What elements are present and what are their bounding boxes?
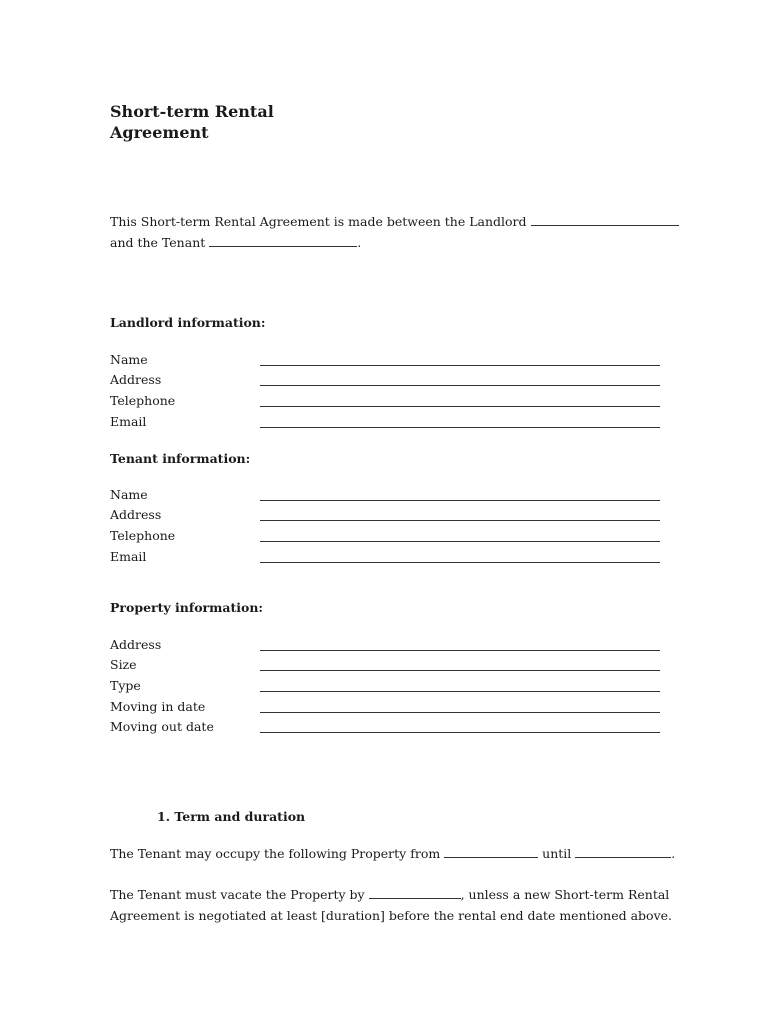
moving-in-date-row: [110, 699, 660, 719]
intro-paragraph: [110, 212, 679, 253]
field-label: Type: [110, 678, 141, 693]
tenant-name-blank[interactable]: [209, 235, 357, 247]
landlord-name-blank[interactable]: [531, 214, 679, 226]
landlord-email-row: [110, 414, 660, 434]
tenant-name-field[interactable]: [260, 500, 660, 501]
title-line-2: Agreement: [110, 123, 209, 142]
occupy-until-blank[interactable]: [575, 846, 671, 858]
term-para1-period: .: [671, 846, 676, 861]
moving-in-date-field[interactable]: [260, 712, 660, 713]
landlord-email-field[interactable]: [260, 427, 660, 428]
field-label: Address: [110, 637, 162, 652]
moving-out-date-row: [110, 719, 660, 739]
field-label: Telephone: [110, 393, 176, 408]
intro-line-1: This Short-term Rental Agreement is made between the Landlord: [110, 214, 531, 229]
occupy-from-blank[interactable]: [444, 846, 538, 858]
tenant-address-row: [110, 507, 660, 527]
landlord-name-field[interactable]: [260, 365, 660, 366]
term-para1-text-a: The Tenant may occupy the following Property from: [110, 846, 445, 861]
moving-out-date-field[interactable]: [260, 732, 660, 733]
landlord-telephone-row: [110, 393, 660, 413]
field-label: Address: [110, 507, 162, 522]
tenant-address-field[interactable]: [260, 520, 660, 521]
landlord-telephone-field[interactable]: [260, 406, 660, 407]
field-label: Moving in date: [110, 699, 206, 714]
field-label: Address: [110, 372, 162, 387]
property-section-heading: Property information:: [110, 600, 264, 615]
landlord-name-row: [110, 352, 660, 372]
landlord-address-row: [110, 372, 660, 392]
term-para2-line-2: Agreement is negotiated at least [duration] before the rental end date mentioned above.: [110, 907, 673, 923]
field-label: Name: [110, 352, 148, 367]
landlord-address-field[interactable]: [260, 385, 660, 386]
intro-line-2: and the Tenant: [110, 234, 210, 250]
tenant-telephone-row: [110, 528, 660, 548]
tenant-section-heading: Tenant information:: [110, 451, 251, 466]
property-size-row: [110, 657, 660, 677]
document-title: [110, 101, 410, 143]
term-para2-text-a: The Tenant must vacate the Property by: [110, 887, 369, 902]
property-type-field[interactable]: [260, 691, 660, 692]
property-address-row: [110, 637, 660, 657]
tenant-email-row: [110, 549, 660, 569]
tenant-name-row: [110, 487, 660, 507]
property-type-row: [110, 678, 660, 698]
landlord-section-heading: Landlord information:: [110, 315, 266, 330]
field-label: Name: [110, 487, 148, 502]
tenant-telephone-field[interactable]: [260, 541, 660, 542]
term-paragraph-1: [110, 844, 675, 865]
field-label: Size: [110, 657, 137, 672]
field-label: Moving out date: [110, 719, 214, 734]
term-duration-heading: 1. Term and duration: [157, 809, 306, 824]
vacate-by-blank[interactable]: [369, 887, 461, 899]
field-label: Email: [110, 549, 147, 564]
tenant-email-field[interactable]: [260, 562, 660, 563]
field-label: Email: [110, 414, 147, 429]
property-address-field[interactable]: [260, 650, 660, 651]
term-para1-text-b: until: [538, 846, 576, 861]
term-para2-text-b: , unless a new Short-term Rental: [460, 887, 670, 902]
intro-period: .: [357, 234, 362, 250]
term-paragraph-2: [110, 885, 672, 926]
field-label: Telephone: [110, 528, 176, 543]
title-line-1: Short-term Rental: [110, 102, 274, 121]
property-size-field[interactable]: [260, 670, 660, 671]
